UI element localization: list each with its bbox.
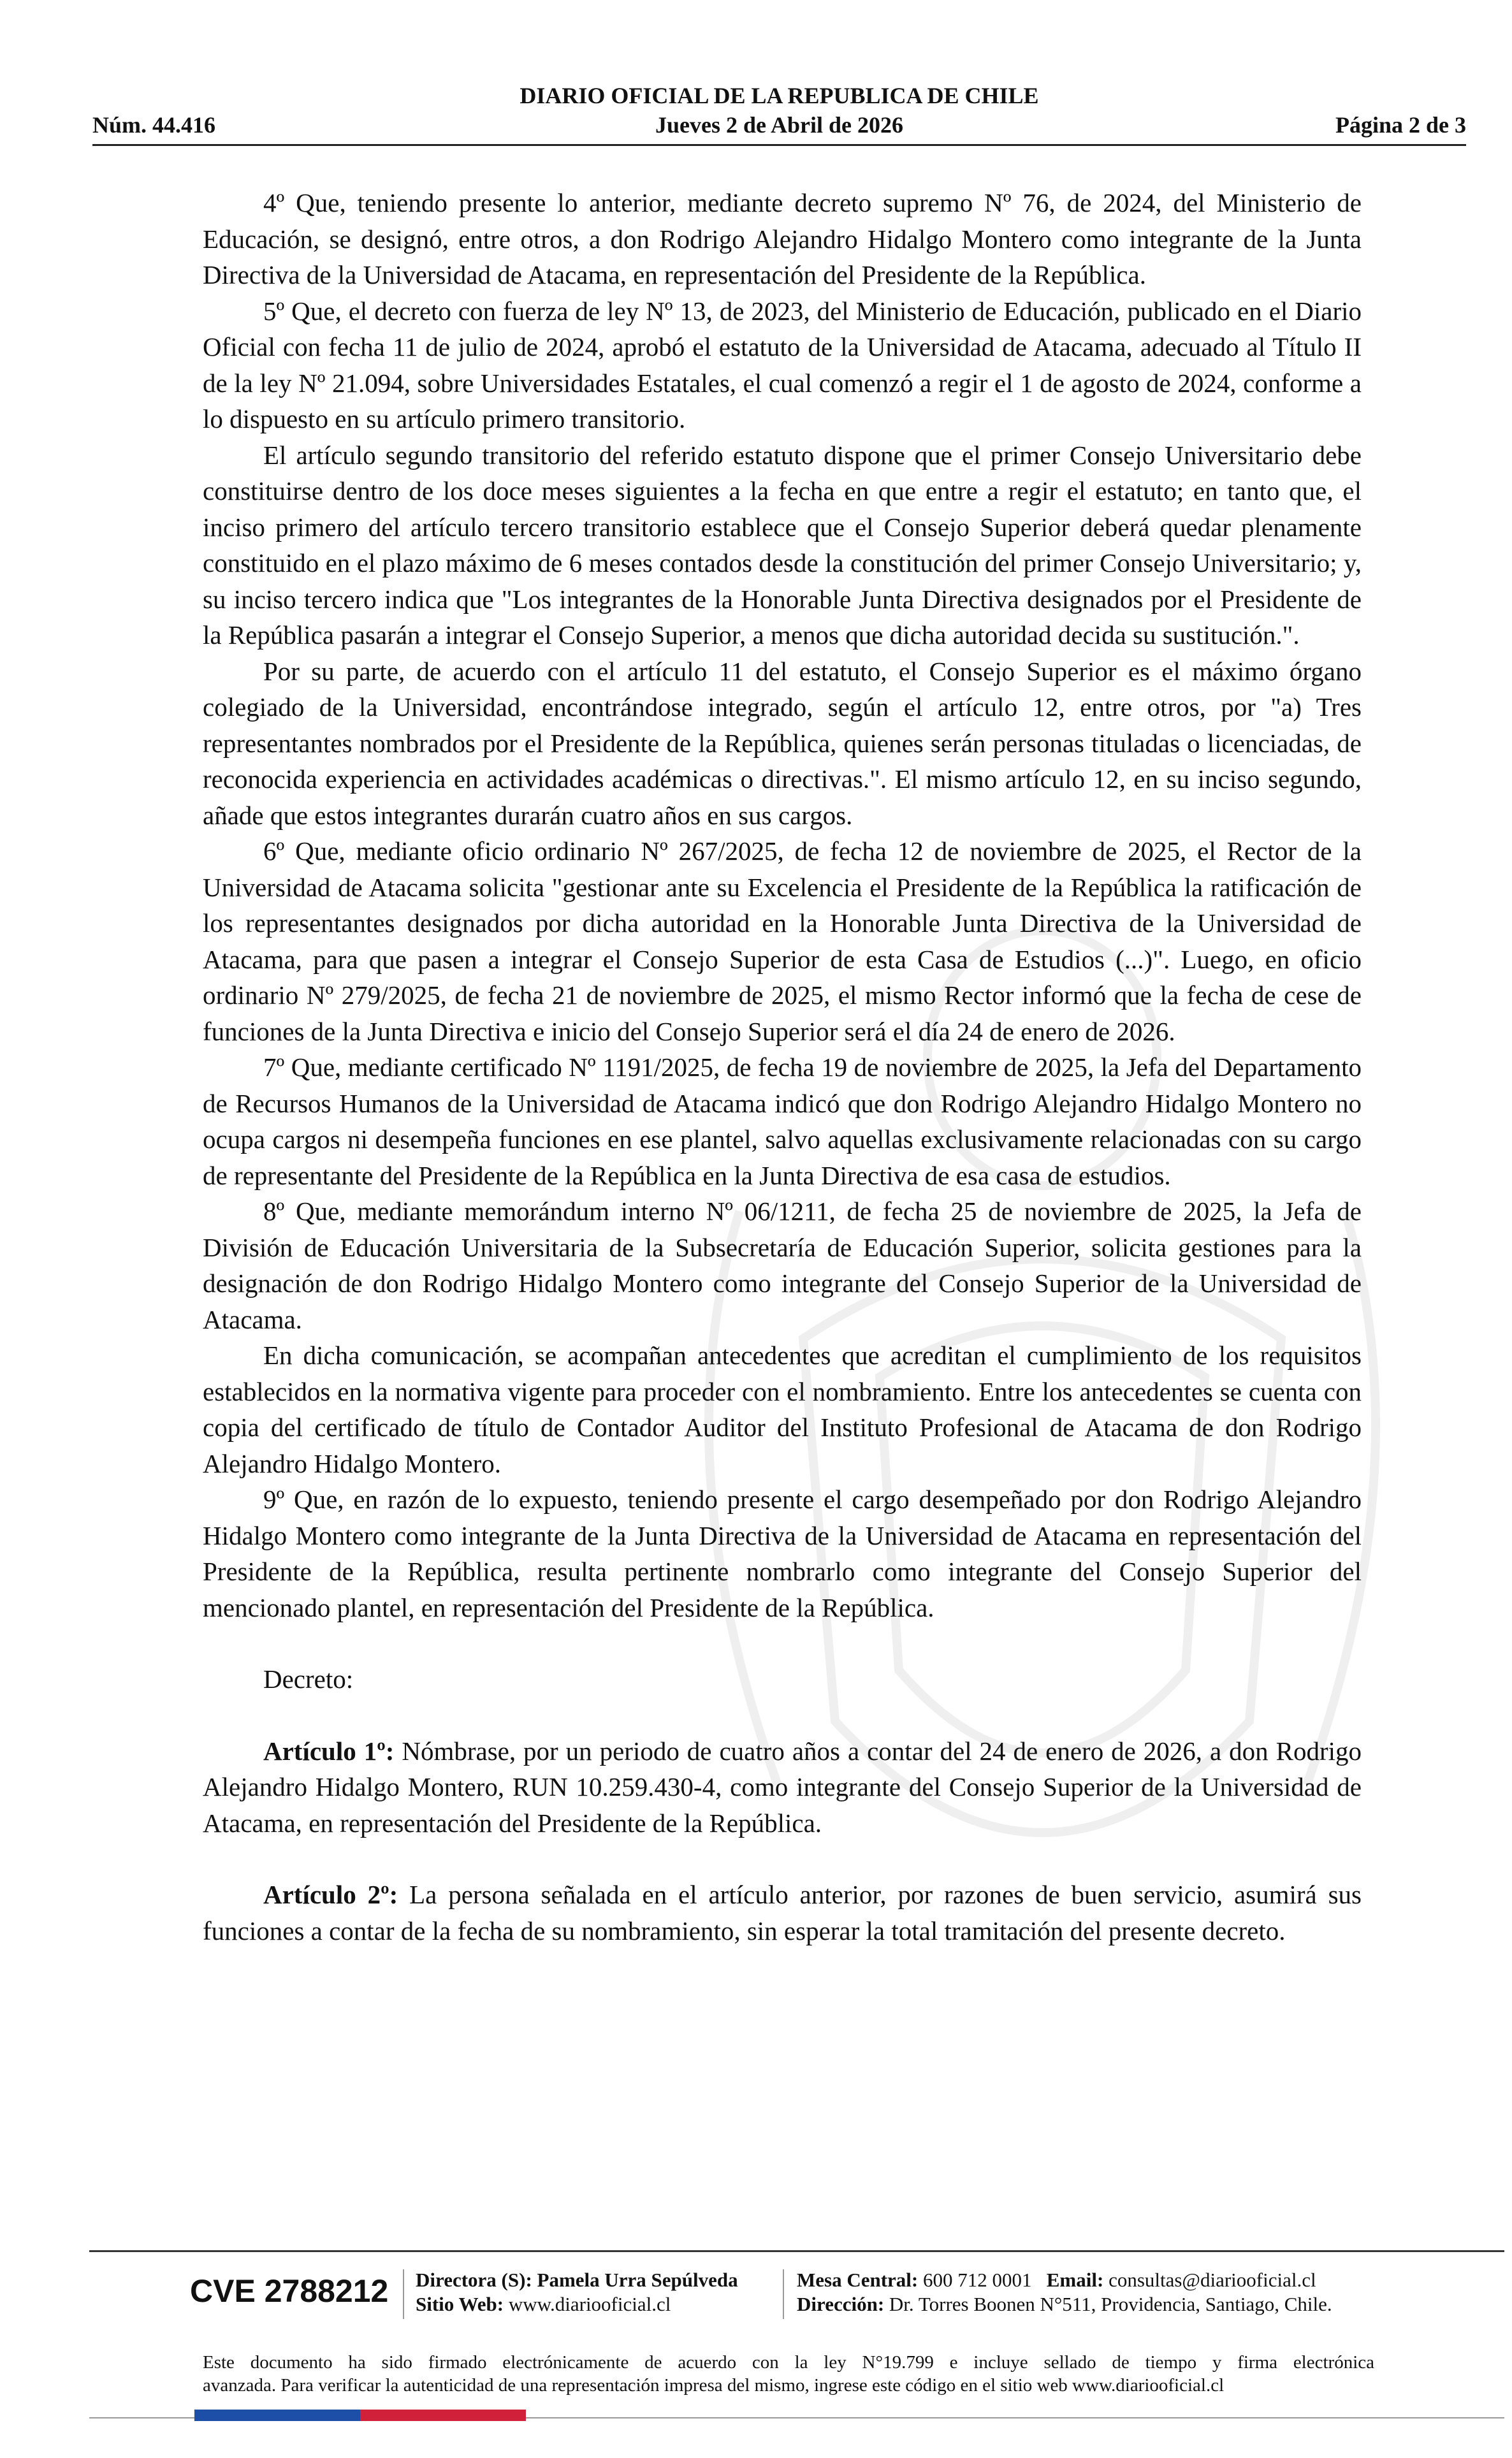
paragraph: 6º Que, mediante oficio ordinario Nº 267/2025, de fecha 12 de noviembre de 2025, el Rector de la Universidad de Atacama solicita "gestionar ante su Excelencia el Presidente de la República la ratificación de los representantes designados por dicha autoridad en la Honorable Junta Directiva de la Universidad de Atacama, para que pasen a integrar el Consejo Superior de esta Casa de Estudios (...)". Luego, en oficio ordinario Nº 279/2025, de fecha 21 de noviembre de 2025, el mismo Rector informó que la fecha de cese de funciones de la Junta Directiva e inicio del Consejo Superior será el día 24 de enero de 2026. [203, 836, 1362, 1046]
email-label: Email: [1046, 2269, 1104, 2291]
director-name: Pamela Urra Sepúlveda [537, 2269, 738, 2291]
publication-title: DIARIO OFICIAL DE LA REPUBLICA DE CHILE [520, 83, 1039, 108]
header-rule [92, 144, 1466, 146]
paragraph: 9º Que, en razón de lo expuesto, teniendo presente el cargo desempeñado por don Rodrigo Alejandro Hidalgo Montero como integrante de la Junta Directiva de la Universidad de Atacama en representación del Presidente de la República, resulta pertinente nombrarlo como integrante del Consejo Superior del mencionado plantel, en representación del Presidente de la República. [203, 1485, 1362, 1622]
decreto-label: Decreto: [263, 1664, 354, 1694]
page-number: Página 2 de 3 [1335, 112, 1466, 138]
page-footer [0, 2250, 1512, 2458]
footer-divider [403, 2269, 404, 2319]
article-1 [203, 1733, 1362, 1842]
issue-number: Núm. 44.416 [92, 112, 216, 138]
article-2-text: La persona señalada en el artículo anterior, por razones de buen servicio, asumirá sus funciones a contar de la fecha de su nombramiento, sin esperar la total tramitación del presente decreto. [203, 1880, 1362, 1945]
paragraph: 4º Que, teniendo presente lo anterior, mediante decreto supremo Nº 76, de 2024, del Ministerio de Educación, se designó, entre otros, a don Rodrigo Alejandro Hidalgo Montero como integrante de la Junta Directiva de la Universidad de Atacama, en representación del Presidente de la República. [203, 188, 1362, 289]
paragraph: 8º Que, mediante memorándum interno Nº 06/1211, de fecha 25 de noviembre de 2025, la Jefa de División de Educación Universitaria de la Subsecretaría de Educación Superior, solicita gestiones para la designación de don Rodrigo Hidalgo Montero como integrante del Consejo Superior de la Universidad de Atacama. [203, 1196, 1362, 1334]
footer-contact-right [797, 2268, 1332, 2316]
paragraph: En dicha comunicación, se acompañan antecedentes que acreditan el cumplimiento de los requisitos establecidos en la normativa vigente para proceder con el nombramiento. Entre los antecedentes se cuenta con copia del certificado de título de Contador Auditor del Instituto Profesional de Atacama de don Rodrigo Alejandro Hidalgo Montero. [203, 1341, 1362, 1478]
phone-label: Mesa Central: [797, 2269, 919, 2291]
website-label: Sitio Web: [416, 2293, 504, 2315]
issue-date: Jueves 2 de Abril de 2026 [655, 112, 903, 138]
flag-stripe [194, 2410, 526, 2421]
paragraph: Por su parte, de acuerdo con el artículo 11 del estatuto, el Consejo Superior es el máximo órgano colegiado de la Universidad, encontrándose integrado, según el artículo 12, entre otros, por "a) Tres representantes nombrados por el Presidente de la República, quienes serán personas tituladas o licenciadas, de reconocida experiencia en actividades académicas o directivas.". El mismo artículo 12, en su inciso segundo, añade que estos integrantes durarán cuatro años en sus cargos. [203, 656, 1362, 830]
website-link[interactable]: www.diariooficial.cl [508, 2293, 671, 2315]
legal-line: avanzada. Para verificar la autenticidad de una representación impresa del mismo, ingrese este código en el sitio web www.diariooficial.cl [203, 2375, 1225, 2396]
address: Dr. Torres Boonen N°511, Providencia, Santiago, Chile. [889, 2293, 1332, 2315]
decree-body [203, 185, 1362, 1949]
page-header [92, 82, 1466, 152]
article-2-title: Artículo 2º: [263, 1880, 398, 1909]
legal-notice [203, 2351, 1374, 2397]
legal-line: Este documento ha sido firmado electrónicamente de acuerdo con la ley N°19.799 e incluye sellado de tiempo y firma electrónica [203, 2352, 1374, 2373]
footer-divider [783, 2269, 784, 2319]
phone-number: 600 712 0001 [923, 2269, 1032, 2291]
flag-red-stripe [360, 2410, 526, 2421]
paragraph: El artículo segundo transitorio del referido estatuto dispone que el primer Consejo Universitario debe constituirse dentro de los doce meses siguientes a la fecha en que entre a regir el estatuto; en tanto que, el inciso primero del artículo tercero transitorio establece que el Consejo Superior deberá quedar plenamente constituido en el plazo máximo de 6 meses contados desde la constitución del primer Consejo Universitario; y, su inciso tercero indica que "Los integrantes de la Honorable Junta Directiva designados por el Presidente de la República pasarán a integrar el Consejo Superior, a menos que dicha autoridad decida su sustitución.". [203, 440, 1362, 650]
email-link[interactable]: consultas@diariooficial.cl [1109, 2269, 1316, 2291]
paragraph: 7º Que, mediante certificado Nº 1191/2025, de fecha 19 de noviembre de 2025, la Jefa del Departamento de Recursos Humanos de la Universidad de Atacama indicó que don Rodrigo Alejandro Hidalgo Montero no ocupa cargos ni desempeña funciones en ese plantel, salvo aquellas exclusivamente relacionadas con su cargo de representante del Presidente de la República en la Junta Directiva de esa casa de estudios. [203, 1052, 1362, 1190]
cve-code: CVE 2788212 [190, 2273, 389, 2309]
footer-contact-left [416, 2268, 738, 2316]
article-1-text: Nómbrase, por un periodo de cuatro años a contar del 24 de enero de 2026, a don Rodrigo Alejandro Hidalgo Montero, RUN 10.259.430-4, como integrante del Consejo Superior de la Universidad de Atacama, en representación del Presidente de la República. [203, 1736, 1362, 1838]
article-1-title: Artículo 1º: [263, 1736, 395, 1766]
director-label: Directora (S): [416, 2269, 532, 2291]
footer-rule [89, 2250, 1504, 2252]
paragraph: 5º Que, el decreto con fuerza de ley Nº 13, de 2023, del Ministerio de Educación, publicado en el Diario Oficial con fecha 11 de julio de 2024, aprobó el estatuto de la Universidad de Atacama, adecuado al Título II de la ley Nº 21.094, sobre Universidades Estatales, el cual comenzó a regir el 1 de agosto de 2024, conforme a lo dispuesto en su artículo primero transitorio. [203, 296, 1362, 433]
article-2 [203, 1877, 1362, 1949]
flag-blue-stripe [194, 2410, 360, 2421]
address-label: Dirección: [797, 2293, 885, 2315]
